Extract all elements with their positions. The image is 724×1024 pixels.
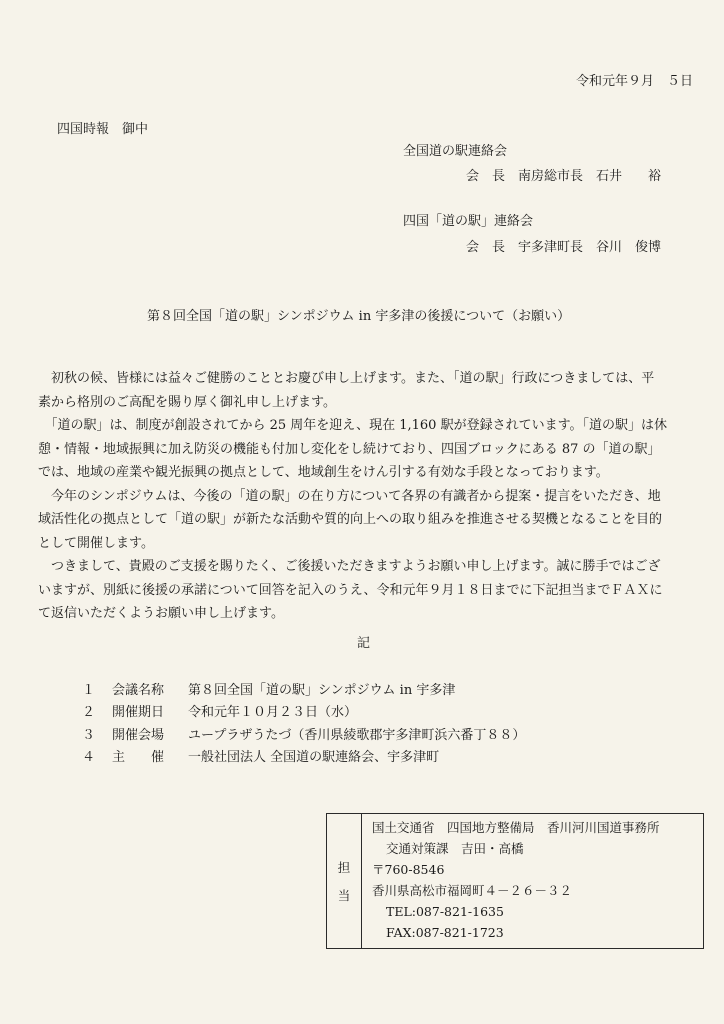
body-line: として開催します。 xyxy=(38,535,154,551)
sender1-person: 会 長 南房総市長 石井 裕 xyxy=(466,169,662,184)
detail-value: 令和元年１０月２３日（水） xyxy=(188,705,358,721)
detail-label: 主 催 xyxy=(112,750,165,766)
contact-section: 交通対策課 吉田・高橋 xyxy=(386,841,524,856)
contact-side-char: 担 xyxy=(337,860,351,875)
body-line: つきまして、貴殿のご支援を賜りたく、ご後援いただきますようお願い申し上げます。誠に勝手ではござ xyxy=(38,559,661,574)
detail-number: ２ xyxy=(82,705,96,721)
detail-item xyxy=(82,745,525,768)
sender1-organization: 全国道の駅連絡会 xyxy=(403,144,508,159)
body-line: では、地域の産業や観光振興の拠点として、地域創生をけん引する有効な手段となっております。 xyxy=(38,465,609,480)
body-line: 域活性化の拠点として「道の駅」が新たな活動や質的向上への取り組みを推進させる契機となることを目的 xyxy=(38,512,663,527)
contact-address: 香川県高松市福岡町４－２６－３２ xyxy=(372,883,573,898)
detail-label: 開催期日 xyxy=(112,705,165,721)
contact-fax: FAX:087-821-1723 xyxy=(386,925,504,940)
detail-value: 第８回全国「道の駅」シンポジウム in 宇多津 xyxy=(188,682,456,698)
subject-title: 第８回全国「道の駅」シンポジウム in 宇多津の後援について（お願い） xyxy=(147,309,571,324)
detail-item xyxy=(82,700,525,723)
detail-number: ４ xyxy=(82,750,96,766)
detail-item xyxy=(82,722,525,745)
contact-side-label xyxy=(327,814,362,948)
ki-heading: 記 xyxy=(357,636,371,651)
detail-value: 一般社団法人 全国道の駅連絡会、宇多津町 xyxy=(188,750,440,766)
body-line: 今年のシンポジウムは、今後の「道の駅」の在り方について各界の有識者から提案・提言をいただき、地 xyxy=(38,488,661,504)
body-line: 「道の駅」は、制度が創設されてから 25 周年を迎え、現在 1,160 駅が登録されています。「道の駅」は休 xyxy=(38,418,668,433)
body-line: 憩・情報・地域振興に加え防災の機能も付加し変化をし続けており、四国ブロックにある 87 の「道の駅」 xyxy=(38,441,661,457)
body-text xyxy=(38,367,688,626)
body-line: 素から格別のご高配を賜り厚く御礼申し上げます。 xyxy=(38,394,336,410)
recipient: 四国時報 御中 xyxy=(57,122,149,137)
contact-box xyxy=(326,813,704,949)
body-line: て返信いただくようお願い申し上げます。 xyxy=(38,606,284,621)
contact-office: 国土交通省 四国地方整備局 香川河川国道事務所 xyxy=(372,820,660,835)
body-line: 初秋の候、皆様には益々ご健勝のこととお慶び申し上げます。また、「道の駅」行政につきましては、平 xyxy=(38,371,655,386)
detail-label: 開催会場 xyxy=(112,727,165,743)
document-date: 令和元年９月 ５日 xyxy=(576,74,694,89)
body-line: いますが、別紙に後援の承諾について回答を記入のうえ、令和元年９月１８日までに下記担当までＦＡＸに xyxy=(38,582,663,598)
contact-postal-code: 〒760-8546 xyxy=(372,862,445,877)
details-list xyxy=(82,677,525,767)
contact-tel: TEL:087-821-1635 xyxy=(386,904,504,919)
detail-item xyxy=(82,677,525,700)
detail-number: ３ xyxy=(82,727,96,743)
detail-number: １ xyxy=(82,682,96,698)
contact-lines xyxy=(362,814,660,948)
contact-side-char: 当 xyxy=(337,888,351,903)
sender2-person: 会 長 宇多津町長 谷川 俊博 xyxy=(466,240,662,255)
detail-label: 会議名称 xyxy=(112,682,165,698)
detail-value: ユープラザうたづ（香川県綾歌郡宇多津町浜六番丁８８） xyxy=(188,727,526,743)
sender2-organization: 四国「道の駅」連絡会 xyxy=(403,214,534,229)
